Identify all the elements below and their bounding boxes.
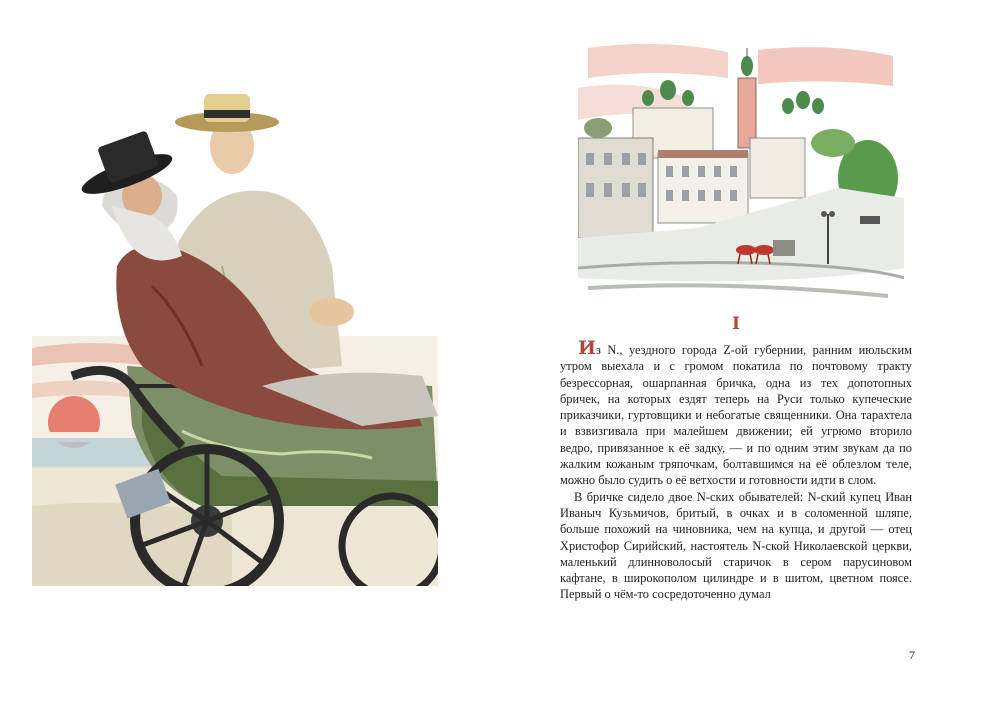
page-number: 7 [909, 648, 915, 662]
paragraph [560, 489, 912, 603]
chapter-text [560, 337, 912, 603]
paragraph [560, 337, 912, 489]
town-illustration [578, 38, 904, 302]
drop-cap: И [578, 337, 596, 359]
paragraph-text: В бричке сидело двое N-ских обывателей: N-ский купец Иван Иваныч Кузьмичов, бритый, в очках и в соломенной шляпе, больше похожий на чиновника, чем на купца, и другой — отец Христофор Сирийский, настоятель N-ской Николаевской церкви, маленький длинноволосый старичок в сером парусиновом кафтане, в широкополом цилиндре и в шитом, цветном поясе. Первый о чём-то сосредоточенно думал [560, 489, 912, 602]
paragraph-text: з N., уездного города Z-ой губернии, ранним июльским утром выехала и с громом покатила по почтовому тракту безрессорная, ошарпанная бричка, одна из тех допотопных бричек, на которых ездят теперь на Руси только купеческие приказчики, гуртовщики и небогатые священники. Она тарахтела и взвизгивала при малейшем движении; ей угрюмо вторило ведро, привязанное к её задку, — и по одним этим звукам да по жалким кожаным тряпочкам, болтавшимся на её облезлом теле, можно было судить о её ветхости и готовности идти в слом. [560, 343, 912, 488]
britzka-illustration [32, 86, 438, 586]
chapter-number: I [732, 314, 740, 334]
